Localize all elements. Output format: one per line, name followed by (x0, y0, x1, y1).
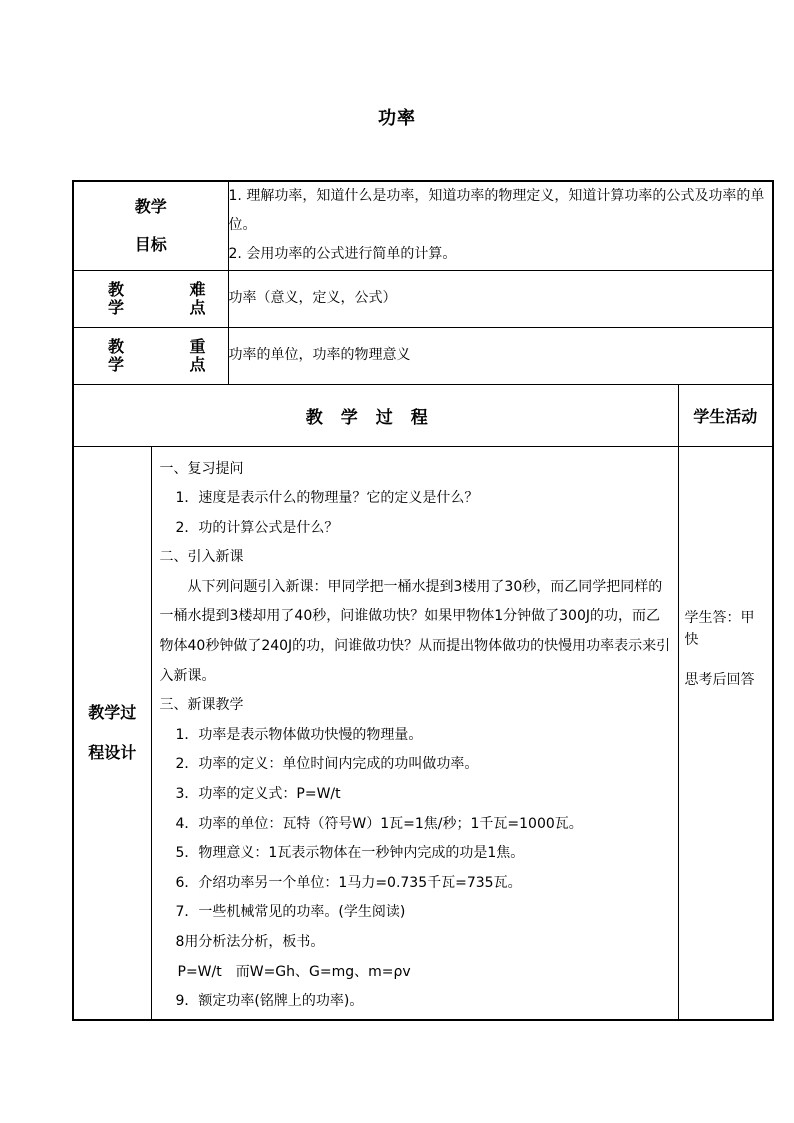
list-item: 8用分析法分析，板书。 (175, 934, 325, 950)
process-body-row (73, 446, 773, 1020)
goal-item: 1. 理解功率，知道什么是功率，知道功率的物理定义，知道计算功率的公式及功率的单位。 (228, 188, 765, 234)
process-content (151, 446, 678, 1020)
list-item: 2．功的计算公式是什么？ (175, 519, 339, 536)
list-item: 2．功率的定义：单位时间内完成的功叫做功率。 (175, 756, 479, 773)
page-title: 功率 (378, 108, 416, 129)
list-item: 7．一些机械常见的功率。(学生阅读) (175, 904, 406, 921)
key-point-label: 教 重 学 点 (73, 327, 228, 384)
activity-answer: 学生答：甲快 (684, 609, 755, 648)
intro-paragraph: 从下列问题引入新课：甲同学把一桶水提到3楼用了30秒，而乙同学把同样的一桶水提到3楼却用了40秒，问谁做功快？如果甲物体1分钟做了300J的功，而乙物体40秒钟做了240J的功，问谁做功快？从而提出物体做功的快慢用功率表示来引入新课。 (159, 578, 671, 684)
lesson-plan-table (72, 180, 774, 1021)
difficulty-row (73, 270, 773, 327)
process-header: 教学过程 (73, 384, 678, 446)
list-item: 5．物理意义：1瓦表示物体在一秒钟内完成的功是1焦。 (175, 845, 525, 862)
list-item: 9．额定功率(铭牌上的功率)。 (175, 993, 364, 1010)
process-header-row (73, 384, 773, 446)
goal-label: 教学 目标 (73, 181, 228, 270)
section-heading: 三、新课教学 (159, 697, 244, 714)
section-heading: 二、引入新课 (159, 549, 244, 566)
list-item: 3．功率的定义式：P=W/t (175, 786, 341, 803)
student-activity-header: 学生活动 (678, 384, 773, 446)
goal-item: 2. 会用功率的公式进行简单的计算。 (228, 246, 457, 263)
difficulty-label: 教 难 学 点 (73, 270, 228, 327)
key-point-content: 功率的单位，功率的物理意义 (228, 327, 773, 384)
list-item: 6．介绍功率另一个单位：1马力=0.735千瓦=735瓦。 (175, 874, 522, 891)
formula-line: P=W/t 而W=Gh、G=mg、m=ρv (177, 963, 411, 980)
list-item: 1．速度是表示什么的物理量？它的定义是什么？ (175, 490, 479, 507)
list-item: 4．功率的单位：瓦特（符号W）1瓦=1焦/秒；1千瓦=1000瓦。 (175, 815, 583, 832)
activity-answer: 思考后回答 (684, 671, 755, 688)
goal-content (228, 181, 773, 270)
difficulty-content: 功率（意义，定义，公式） (228, 270, 773, 327)
key-point-row (73, 327, 773, 384)
student-activity-content (678, 446, 773, 1020)
design-label: 教学过 程设计 (73, 446, 151, 1020)
list-item: 1．功率是表示物体做功快慢的物理量。 (175, 726, 423, 743)
section-heading: 一、复习提问 (159, 460, 244, 477)
goal-row (73, 181, 773, 270)
